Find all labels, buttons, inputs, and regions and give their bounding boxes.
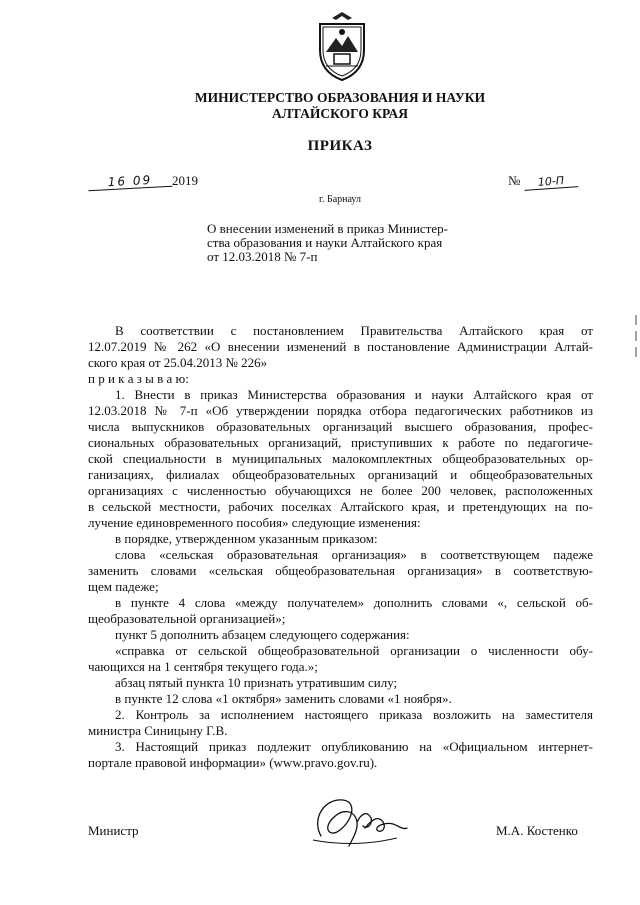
ministry-line-2: АЛТАЙСКОГО КРАЯ bbox=[271, 106, 409, 121]
body-line: щеобразовательной организацией»; bbox=[88, 611, 286, 626]
body-line: 2. Контроль за исполнением настоящего приказа возложить на заместителя bbox=[115, 707, 593, 722]
body-line: портале правовой информации» (www.pravo.gov.ru). bbox=[88, 755, 378, 770]
body-line: в пункте 4 слова «между получателем» дополнить словами «, сельской об- bbox=[115, 595, 593, 610]
order-number bbox=[508, 173, 578, 189]
body-line: ской специальности в муниципальных малокомплектных общеобразовательных ор- bbox=[88, 451, 593, 466]
signatory-name: М.А. Костенко bbox=[496, 823, 578, 838]
ministry-line-1: МИНИСТЕРСТВО ОБРАЗОВАНИЯ И НАУКИ bbox=[194, 90, 486, 105]
order-date bbox=[88, 173, 198, 189]
body-line: заменить словами «сельская общеобразовательная организация» в соответствую- bbox=[88, 563, 593, 578]
date-year: 2019 bbox=[172, 173, 198, 188]
body-line: в порядке, утвержденном указанным приказом: bbox=[115, 531, 378, 546]
number-prefix: № bbox=[508, 173, 521, 188]
body-line: ского края от 25.04.2013 № 226» bbox=[88, 355, 268, 370]
subject-line: О внесении изменений в приказ Министер- bbox=[207, 221, 448, 236]
body-line: В соответствии с постановлением Правительства Алтайского края от bbox=[115, 323, 593, 338]
body-line: министра Синицыну Г.В. bbox=[88, 723, 228, 738]
body-line: в пункте 12 слова «1 октября» заменить словами «1 ноября». bbox=[115, 691, 452, 706]
order-subject bbox=[207, 222, 475, 264]
body-line: лучение единовременного пособия» следующие изменения: bbox=[88, 515, 421, 530]
handwritten-signature-icon bbox=[303, 788, 423, 858]
body-line: слова «сельская образовательная организация» в соответствующем падеже bbox=[115, 547, 593, 562]
ministry-name bbox=[140, 90, 540, 122]
city: г. Барнаул bbox=[319, 194, 361, 205]
body-line: ганизациях, филиалах общеобразовательных организаций и общеобразовательных bbox=[88, 467, 593, 482]
margin-mark bbox=[632, 315, 640, 359]
body-line: чающихся на 1 сентября текущего года.»; bbox=[88, 659, 318, 674]
body-line: числа выпускников образовательных организаций высшего образования, профес- bbox=[88, 419, 593, 434]
body-line: щем падеже; bbox=[88, 579, 159, 594]
body-line-order-word: п р и к а з ы в а ю: bbox=[88, 371, 189, 386]
altai-krai-coat-of-arms-icon bbox=[312, 10, 372, 82]
body-line: 12.07.2019 № 262 «О внесении изменений в постановление Администрации Алтай- bbox=[88, 339, 593, 354]
body-line: организациях с численностью обучающихся не более 200 человек, расположенных bbox=[88, 483, 593, 498]
body-line: 12.03.2018 № 7-п «Об утверждении порядка отбора педагогических работников из bbox=[88, 403, 593, 418]
signatory-position: Министр bbox=[88, 823, 139, 838]
body-line: «справка от сельской общеобразовательной организации о численности обу- bbox=[115, 643, 593, 658]
number-handwritten: 10-П bbox=[523, 173, 578, 191]
date-handwritten: 16 09 bbox=[88, 172, 173, 191]
body-line: сиональных образовательных организаций, приступивших к работе по педагогиче- bbox=[88, 435, 593, 450]
body-line: пункт 5 дополнить абзацем следующего содержания: bbox=[115, 627, 410, 642]
order-body bbox=[88, 323, 593, 771]
body-line: абзац пятый пункта 10 признать утратившим силу; bbox=[115, 675, 398, 690]
document-type: ПРИКАЗ bbox=[307, 138, 373, 154]
body-line: 3. Настоящий приказ подлежит опубликованию на «Официальном интернет- bbox=[115, 739, 593, 754]
subject-line: от 12.03.2018 № 7-п bbox=[207, 249, 318, 264]
subject-line: ства образования и науки Алтайского края bbox=[207, 235, 443, 250]
body-line: 1. Внести в приказ Министерства образования и науки Алтайского края от bbox=[115, 387, 593, 402]
body-line: в сельской местности, рабочих поселках Алтайского края, и претендующих на по- bbox=[88, 499, 593, 514]
